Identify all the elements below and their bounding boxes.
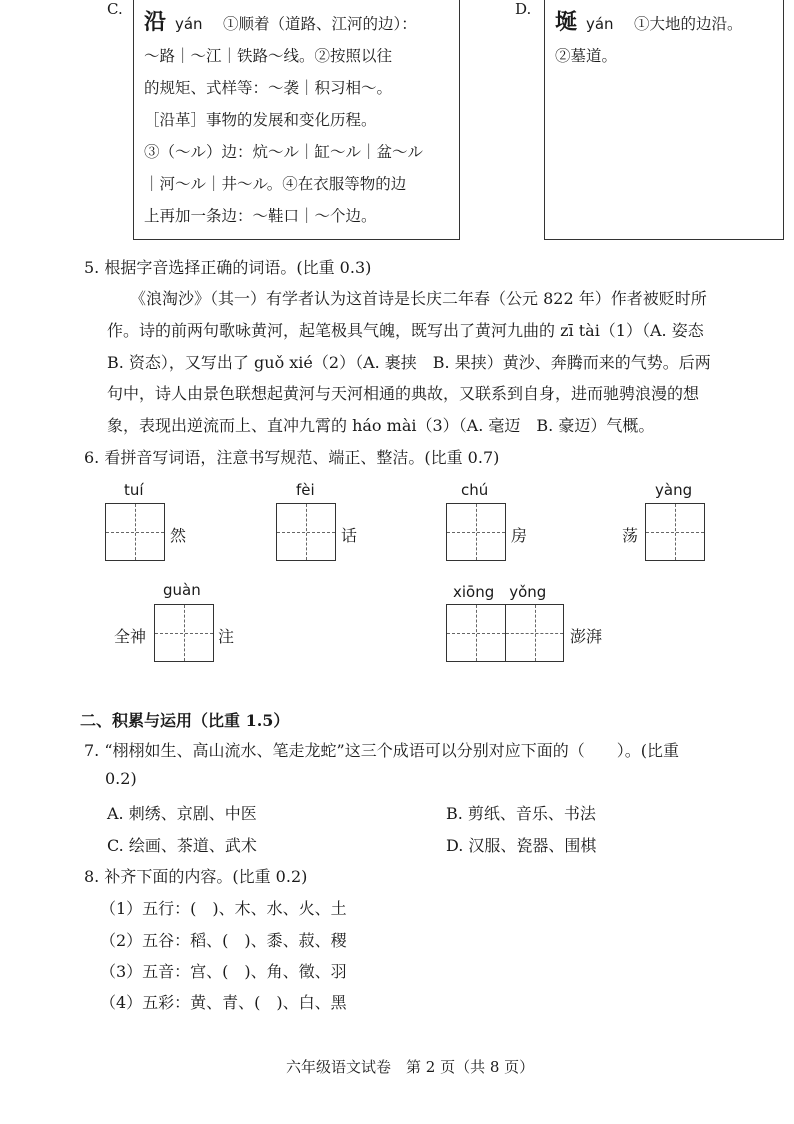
q6-pinyin-6: xiōng yǒng (453, 583, 547, 601)
q5-line-2: 作。诗的前两句歌咏黄河，起笔极具气魄，既写出了黄河九曲的 zī tài（1）（A. 姿态 (107, 321, 704, 340)
dict-c-line-7: 上再加一条边：～鞋口｜～个边。 (144, 207, 377, 225)
q6-pinyin-3: chú (461, 481, 489, 499)
q7-line-1: 7. “栩栩如生、高山流水、笔走龙蛇”这三个成语可以分别对应下面的（ ）。(比重 (84, 741, 679, 760)
q8-title: 8. 补齐下面的内容。(比重 0.2) (84, 867, 308, 886)
q8-item-1[interactable]: （1）五行：( )、木、水、火、土 (100, 899, 347, 918)
grid-cell[interactable] (646, 504, 704, 560)
q7-line-2: 0.2) (105, 769, 137, 788)
q6-before-4: 荡 (622, 526, 639, 545)
option-c-dictionary-box[interactable] (133, 0, 460, 240)
dict-c-pinyin: yán (174, 15, 203, 33)
page-footer: 六年级语文试卷 第 2 页（共 8 页） (286, 1058, 535, 1076)
option-d-label: D. (515, 0, 532, 18)
q6-writing-grid-4[interactable] (645, 503, 705, 561)
dict-d-head-char: 埏 (555, 9, 578, 35)
grid-cell[interactable] (447, 504, 505, 560)
grid-cell[interactable] (106, 504, 164, 560)
dict-c-line-3: 的规矩、式样等：～袭｜积习相～。 (144, 79, 393, 97)
dict-c-line-1 (144, 7, 417, 40)
q6-writing-grid-6[interactable] (446, 604, 564, 662)
grid-cell[interactable] (277, 504, 335, 560)
grid-cell[interactable] (155, 605, 213, 661)
q6-before-5: 全神 (114, 627, 147, 646)
dict-c-line-4: ［沿革］事物的发展和变化历程。 (144, 111, 377, 129)
q6-after-6: 澎湃 (570, 627, 603, 646)
q7-option-c[interactable]: C. 绘画、茶道、武术 (107, 836, 257, 855)
q8-item-3[interactable]: （3）五音：宫、( )、角、徵、羽 (100, 962, 347, 981)
dict-c-def-1: ①顺着（道路、江河的边）： (207, 15, 417, 33)
q6-after-5: 注 (218, 627, 235, 646)
grid-cell[interactable] (447, 605, 505, 661)
q5-title: 5. 根据字音选择正确的词语。(比重 0.3) (84, 258, 372, 277)
dict-d-pinyin: yán (585, 15, 614, 33)
dict-d-line-2: ②墓道。 (555, 47, 618, 65)
q6-title: 6. 看拼音写词语，注意书写规范、端正、整洁。(比重 0.7) (84, 448, 500, 467)
q8-item-4[interactable]: （4）五彩：黄、青、( )、白、黑 (100, 993, 347, 1012)
q6-after-1: 然 (170, 526, 187, 545)
q5-line-5: 象，表现出逆流而上、直冲九霄的 háo mài（3）（A. 毫迈 B. 豪迈）气概。 (107, 416, 655, 435)
q6-pinyin-2: fèi (296, 481, 315, 499)
grid-cell[interactable] (505, 605, 563, 661)
option-c-label: C. (107, 0, 123, 18)
q6-after-3: 房 (511, 526, 528, 545)
q5-line-3: B. 资态），又写出了 guǒ xié（2）（A. 裹挟 B. 果挟）黄沙、奔腾而来的气势。后两 (107, 353, 711, 372)
dict-c-line-6: ｜河～ル｜井～ル。④在衣服等物的边 (144, 175, 407, 193)
q5-line-4: 句中，诗人由景色联想起黄河与天河相通的典故，又联系到自身，进而驰骋浪漫的想 (107, 384, 700, 403)
q6-writing-grid-5[interactable] (154, 604, 214, 662)
dict-c-head-char: 沿 (144, 9, 167, 35)
q6-writing-grid-3[interactable] (446, 503, 506, 561)
q8-item-2[interactable]: （2）五谷：稻、( )、黍、菽、稷 (100, 931, 347, 950)
q7-option-a[interactable]: A. 刺绣、京剧、中医 (107, 804, 257, 823)
q6-pinyin-5: guàn (163, 581, 201, 599)
dict-d-def-1: ①大地的边沿。 (618, 15, 743, 33)
q6-writing-grid-2[interactable] (276, 503, 336, 561)
q6-after-2: 话 (341, 526, 358, 545)
q6-writing-grid-1[interactable] (105, 503, 165, 561)
q7-option-d[interactable]: D. 汉服、瓷器、围棋 (446, 836, 597, 855)
dict-d-line-1 (555, 7, 742, 40)
q6-pinyin-1: tuí (124, 481, 144, 499)
q5-line-1: 《浪淘沙》（其一）有学者认为这首诗是长庆二年春（公元 822 年）作者被贬时所 (130, 289, 707, 308)
dict-c-line-2: ～路｜～江｜铁路～线。②按照以往 (144, 47, 393, 65)
section-2-title: 二、积累与运用（比重 1.5） (80, 711, 290, 730)
q7-option-b[interactable]: B. 剪纸、音乐、书法 (446, 804, 596, 823)
dict-c-line-5: ③（～ル）边：炕～ル｜缸～ル｜盆～ル (144, 143, 424, 161)
q6-pinyin-4: yàng (655, 481, 693, 499)
option-d-dictionary-box[interactable] (544, 0, 784, 240)
